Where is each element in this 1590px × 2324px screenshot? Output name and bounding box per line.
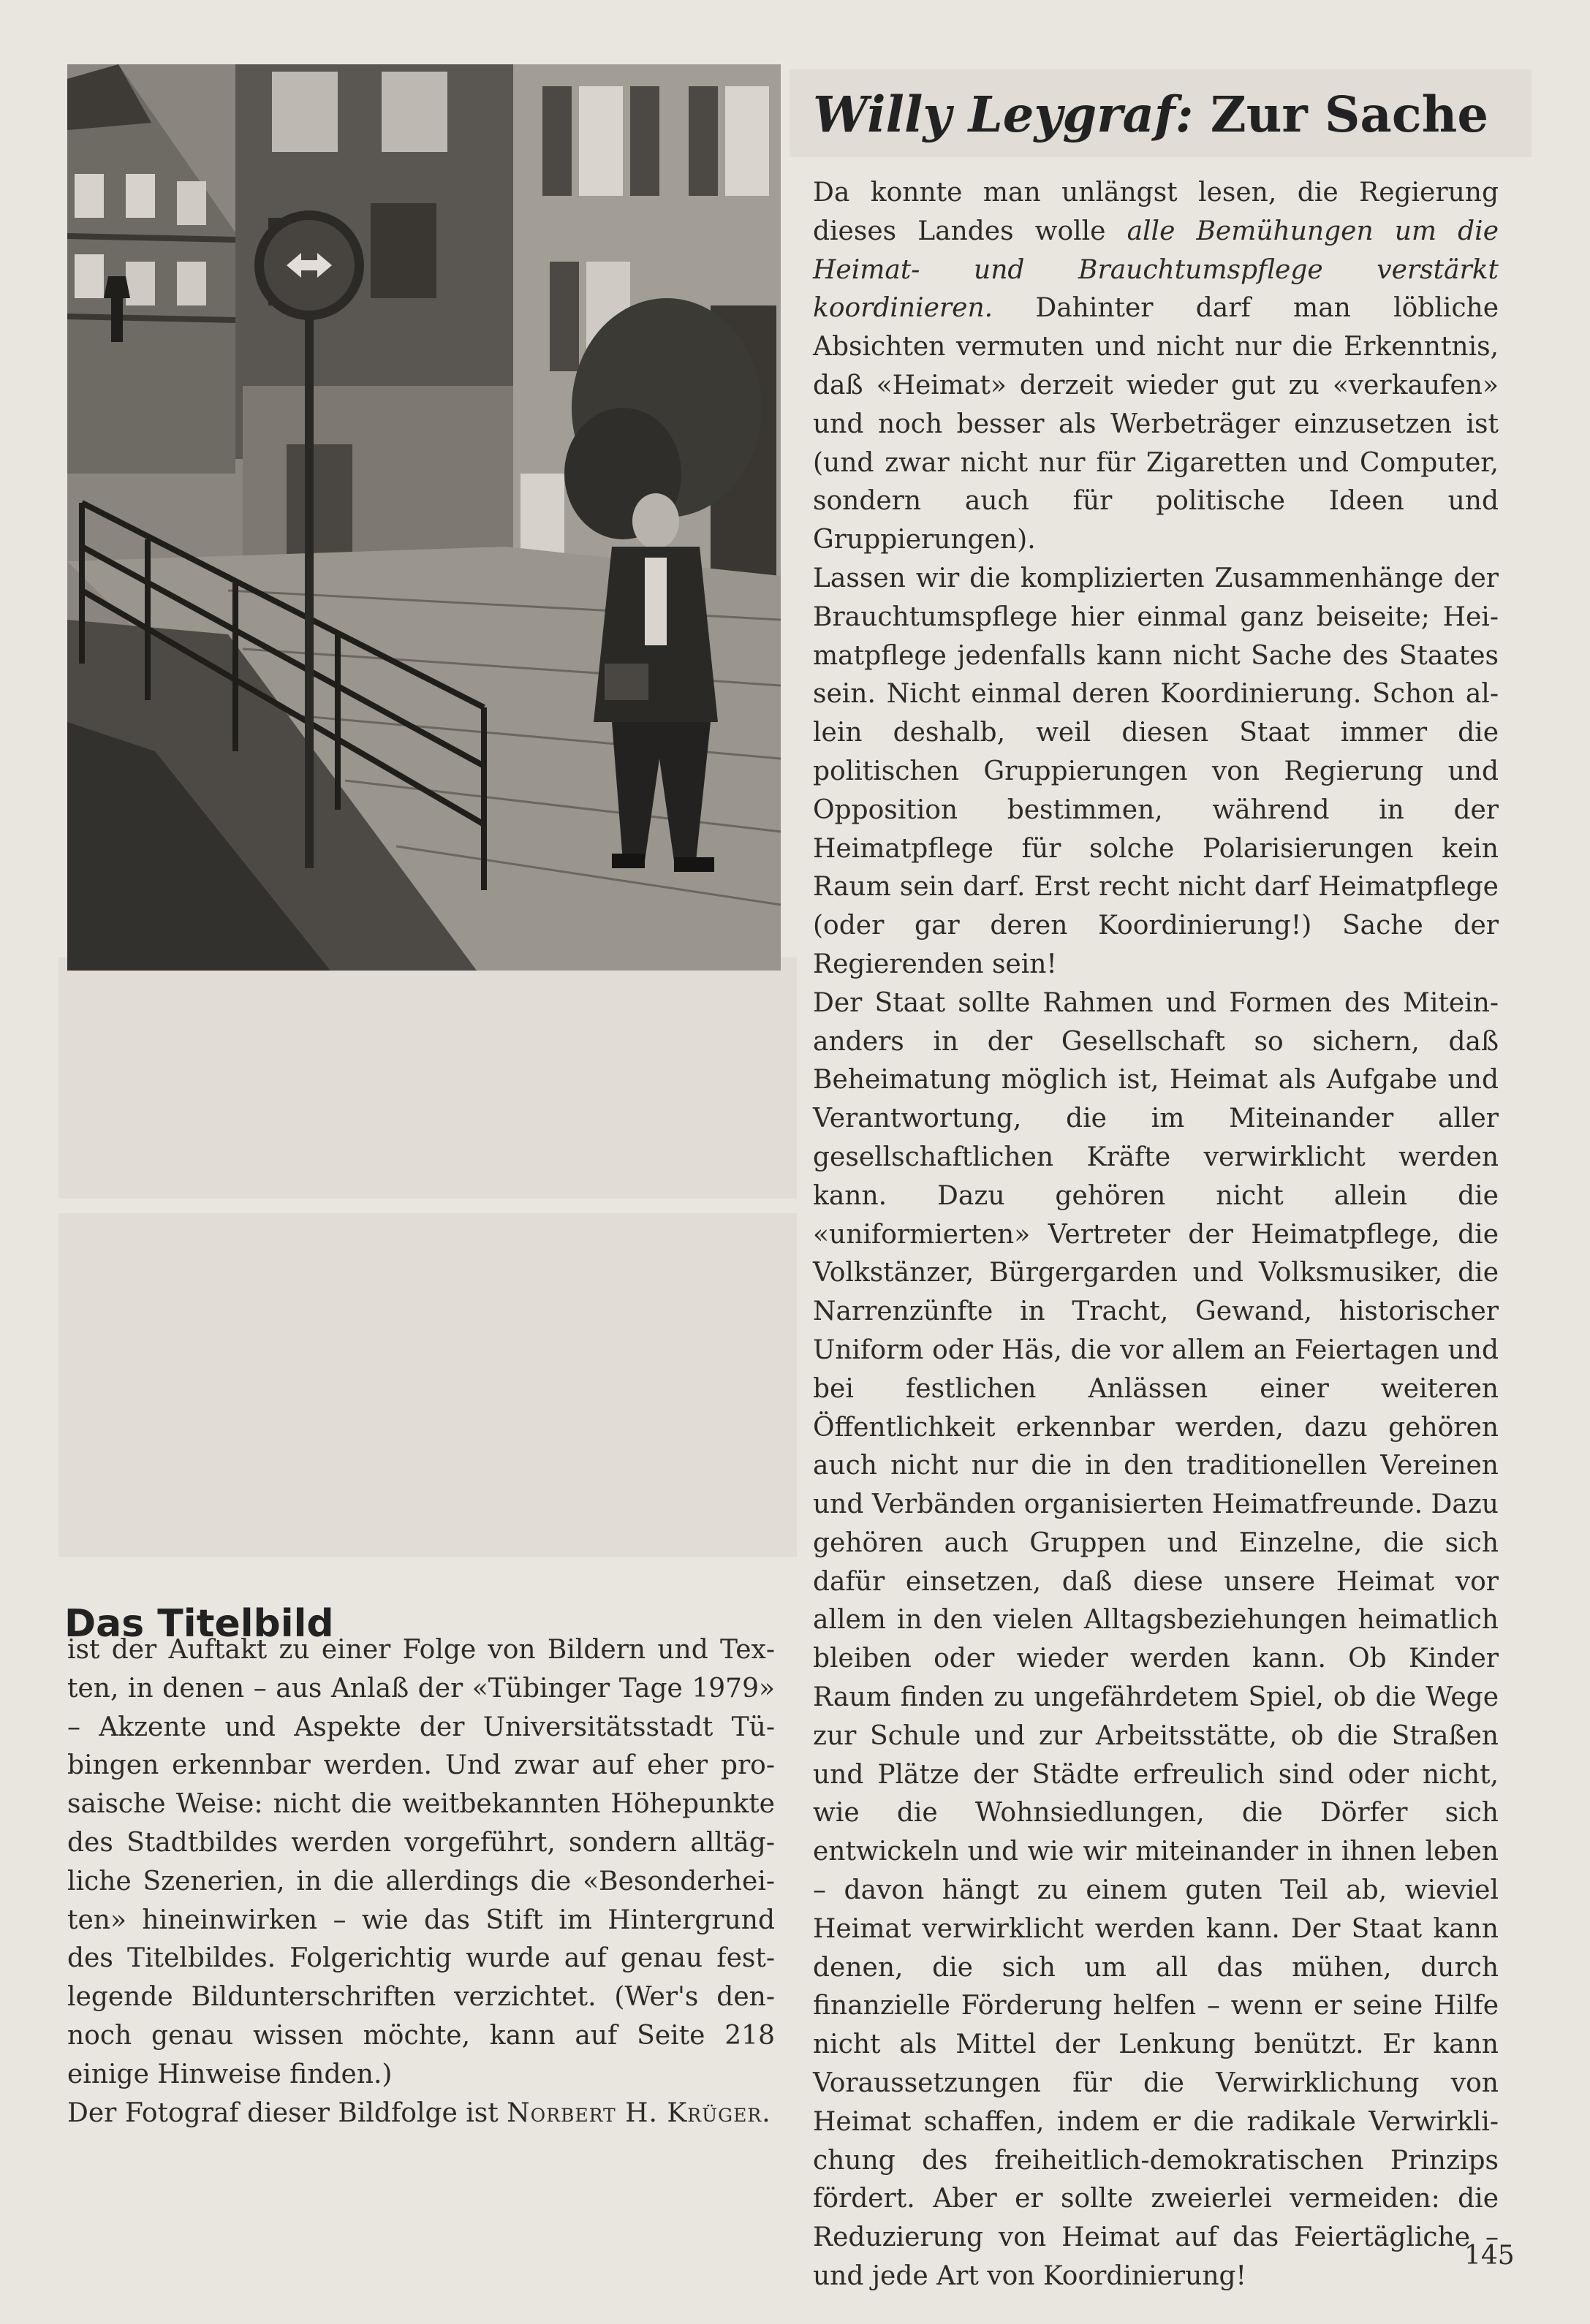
article-paragraph-1 xyxy=(813,174,1499,560)
article-paragraph-1-text-b: Dahinter darf man löbliche Absichten vermuten und nicht nur die Erkenntnis, daß «Heimat» derzeit wieder gut zu «verkaufen» und noch besser als Werbeträger einzusetzen ist (und zwar nicht nur für Zigaretten und Computer, sondern auch für politische Ideen und Gruppierungen). xyxy=(813,293,1499,555)
titelbild-paragraph-2-text: Der Fotograf dieser Bildfolge ist xyxy=(67,2097,507,2128)
article-paragraph-1-text-a: Da konnte man unlängst lesen, die Regierung dieses Landes wolle xyxy=(813,178,1499,246)
article-body xyxy=(813,174,1499,2296)
street-photo-illustration xyxy=(67,64,781,971)
article-paragraph-2: Lassen wir die komplizierten Zusammenhänge der Brauchtumspflege hier einmal ganz beiseite; Heimatpflege jedenfalls kann nicht Sache des Staates sein. Nicht einmal deren Koordinierung. Schon allein deshalb, weil diesen Staat immer die politischen Gruppierungen von Regierung und Opposition bestimmen, während in der Heimatpflege für solche Polarisierungen kein Raum sein darf. Erst recht nicht darf Heimatpflege (oder gar deren Koordinierung!) Sache der Regierenden sein! xyxy=(813,563,1499,979)
titelbild-paragraph-2-end: . xyxy=(762,2097,771,2128)
photographer-name: Norbert H. Krüger xyxy=(507,2097,762,2128)
titelbild-paragraph-1: ist der Auftakt zu einer Folge von Bildern und Texten, in denen – aus Anlaß der «Tübinger Tage 1979» – Akzente und Aspekte der Universitätsstadt Tübingen erkennbar werden. Und zwar auf eher prosaische Weise: nicht die weitbekannten Höhepunkte des Stadtbildes werden vorgeführt, sondern alltägliche Szenerien, in die allerdings die «Besonderheiten» hineinwirken – wie das Stift im Hintergrund des Titelbildes. Folgerichtig wurde auf genau festlegende Bildunterschriften verzichtet. (Wer's dennoch genau wissen möchte, kann auf Seite 218 einige Hinweise finden.) xyxy=(67,1635,775,2089)
show-through-shade xyxy=(58,957,797,1199)
titelbild-paragraph-2 xyxy=(67,2095,775,2133)
article-title-main: Zur Sache xyxy=(1210,85,1488,143)
titelbild-heading: Das Titelbild xyxy=(64,1602,334,1647)
titelbild-body xyxy=(67,1631,775,2133)
cover-photo-street-scene xyxy=(67,64,781,971)
article-paragraph-1-emphasis: alle Bemühungen um die Heimat- und Brauchtumspflege verstärkt koordinieren. xyxy=(813,216,1499,324)
article-title xyxy=(813,86,1544,144)
article-paragraph-3: Der Staat sollte Rahmen und Formen des Miteinanders in der Gesellschaft so sichern, daß Beheimatung möglich ist, Heimat als Aufgabe und Verantwortung, die im Miteinander aller gesellschaftlichen Kräfte verwirklicht werden kann. Dazu gehören nicht allein die «uniformierten» Vertreter der Heimatpflege, die Volkstänzer, Bürgergarden und Volksmusiker, die Narrenzünfte in Tracht, Gewand, historischer Uniform oder Häs, die vor allem an Feiertagen und bei festlichen Anlässen einer weiteren Öffentlichkeit erkennbar werden, dazu gehören auch nicht nur die in den traditionellen Vereinen und Verbänden organisierten Heimatfreunde. Dazu gehören auch Gruppen und Einzelne, die sich dafür einsetzen, daß diese unsere Heimat vor allem in den vielen Alltagsbeziehungen heimatlich bleiben oder wieder werden kann. Ob Kinder Raum finden zu ungefährdetem Spiel, ob die Wege zur Schule und zur Arbeitsstätte, ob die Straßen und Plätze der Städte erfreulich sind oder nicht, wie die Wohnsiedlungen, die Dörfer sich entwickeln und wie wir miteinander in ihnen leben – davon hängt zu einem guten Teil ab, wieviel Heimat verwirklicht werden kann. Der Staat kann denen, die sich um all das mühen, durch finanzielle Förderung helfen – wenn er seine Hilfe nicht als Mittel der Lenkung benützt. Er kann Voraussetzungen für die Verwirklichung von Heimat schaffen, indem er die radikale Verwirklichung des freiheitlich-demokratischen Prinzips fördert. Aber er sollte zweierlei vermeiden: die Reduzierung von Heimat auf das Feiertägliche – und jede Art von Koordinierung! xyxy=(813,987,1499,2292)
show-through-shade xyxy=(58,1213,797,1557)
page-number: 145 xyxy=(1464,2241,1515,2271)
article-title-author: Willy Leygraf: xyxy=(813,85,1194,143)
